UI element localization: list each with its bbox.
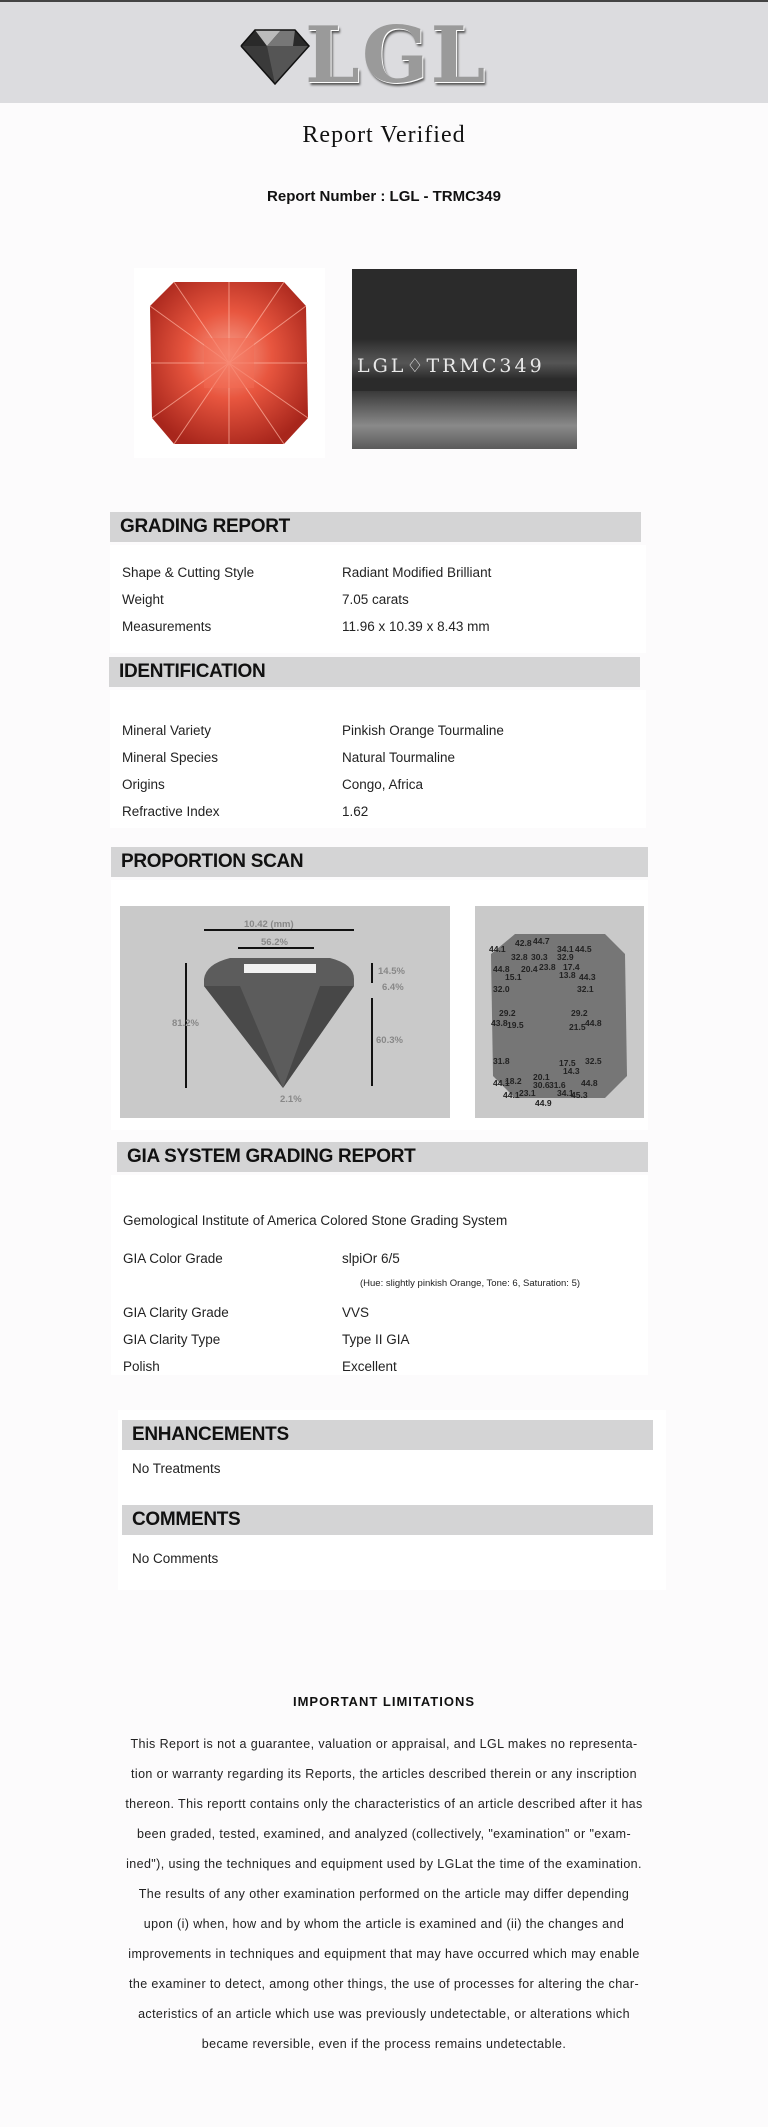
facet-value: 31.6 <box>549 1080 566 1090</box>
limitations-line: improvements in techniques and equipment that may have occurred which may enable <box>128 1947 640 1961</box>
facet-value: 32.1 <box>577 984 594 994</box>
facet-value: 44.8 <box>581 1078 598 1088</box>
shape-value: Radiant Modified Brilliant <box>342 565 492 580</box>
facet-value: 32.8 <box>511 952 528 962</box>
limitations-line: upon (i) when, how and by whom the article is examined and (ii) the changes and <box>143 1917 625 1931</box>
limitations-line: tion or warranty regarding its Reports, the articles described therein or any inscription <box>131 1767 637 1781</box>
refractive-index-value: 1.62 <box>342 804 369 819</box>
identification-panel <box>110 690 646 828</box>
facet-value: 30.3 <box>531 952 548 962</box>
facet-value: 13.8 <box>559 970 576 980</box>
facet-value: 15.1 <box>505 972 522 982</box>
facet-value: 44.5 <box>575 944 592 954</box>
facet-value: 45.3 <box>571 1090 588 1100</box>
laser-inscription-photo <box>352 269 577 449</box>
facet-value: 44.1 <box>493 1078 510 1088</box>
origins-label: Origins <box>122 777 165 792</box>
facet-value: 29.2 <box>499 1008 516 1018</box>
comments-heading: COMMENTS <box>122 1505 653 1535</box>
polish-label: Polish <box>123 1359 160 1374</box>
shape-label: Shape & Cutting Style <box>122 565 255 580</box>
crown-pct: 14.5% <box>378 966 405 977</box>
refractive-index-label: Refractive Index <box>122 804 220 819</box>
grading-report-panel <box>110 545 646 653</box>
grading-report-heading: GRADING REPORT <box>110 512 641 542</box>
facet-value: 43.8 <box>491 1018 508 1028</box>
facet-value: 34.1 <box>557 1088 574 1098</box>
mineral-variety-value: Pinkish Orange Tourmaline <box>342 723 504 738</box>
crown2-pct: 6.4% <box>382 982 404 993</box>
culet-pct: 2.1% <box>280 1094 302 1105</box>
limitations-line: been graded, tested, examined, and analyzed (collectively, "examination" or "exam- <box>136 1827 632 1841</box>
limitations-line: thereon. This reportt contains only the characteristics of an article described after it has <box>125 1797 643 1811</box>
facet-value: 44.1 <box>489 944 506 954</box>
gia-report-heading: GIA SYSTEM GRADING REPORT <box>117 1142 648 1172</box>
clarity-grade-value: VVS <box>342 1305 370 1320</box>
report-number: Report Number : LGL - TRMC349 <box>267 188 501 205</box>
gemstone-photo <box>134 268 325 458</box>
clarity-grade-label: GIA Clarity Grade <box>123 1305 229 1320</box>
limitations-line: The results of any other examination performed on the article may differ depending <box>138 1887 630 1901</box>
facet-value: 18.2 <box>505 1076 522 1086</box>
facet-value: 44.3 <box>579 972 596 982</box>
measurements-label: Measurements <box>122 619 212 634</box>
facet-value: 32.0 <box>493 984 510 994</box>
header-banner <box>0 2 768 103</box>
facet-value: 34.1 <box>557 944 574 954</box>
enhancements-heading: ENHANCEMENTS <box>122 1420 653 1450</box>
clarity-type-label: GIA Clarity Type <box>123 1332 221 1347</box>
gia-intro: Gemological Institute of America Colored Stone Grading System <box>123 1213 508 1228</box>
logo-text: LGL <box>305 10 488 101</box>
facet-value: 32.5 <box>585 1056 602 1066</box>
comments-text: No Comments <box>132 1551 219 1566</box>
proportion-scan-heading: PROPORTION SCAN <box>111 847 648 877</box>
facet-value: 23.8 <box>539 962 556 972</box>
page-title: Report Verified <box>302 122 466 148</box>
identification-heading: IDENTIFICATION <box>109 657 640 687</box>
facet-value: 14.3 <box>563 1066 580 1076</box>
pavilion-pct: 60.3% <box>376 1035 403 1046</box>
facet-value: 19.5 <box>507 1020 524 1030</box>
polish-value: Excellent <box>342 1359 397 1374</box>
gia-color-label: GIA Color Grade <box>123 1251 223 1266</box>
limitations-line: ined"), using the techniques and equipment used by LGLat the time of the examination. <box>126 1857 642 1871</box>
facet-value: 29.2 <box>571 1008 588 1018</box>
enhancements-text: No Treatments <box>132 1461 221 1476</box>
limitations-line: This Report is not a guarantee, valuation or appraisal, and LGL makes no representa- <box>130 1737 638 1751</box>
facet-value: 44.8 <box>493 964 510 974</box>
mineral-species-value: Natural Tourmaline <box>342 750 456 765</box>
facet-value: 44.9 <box>535 1098 552 1108</box>
facet-value: 20.1 <box>533 1072 550 1082</box>
lgl-logo[interactable] <box>233 10 493 101</box>
facet-value: 42.8 <box>515 938 532 948</box>
gia-report-panel <box>111 1175 648 1375</box>
limitations-heading: IMPORTANT LIMITATIONS <box>292 1694 476 1709</box>
facet-value: 44.7 <box>533 936 550 946</box>
facet-value: 17.5 <box>559 1058 576 1068</box>
gia-color-note: (Hue: slightly pinkish Orange, Tone: 6, Saturation: 5) <box>360 1278 581 1289</box>
limitations-line: became reversible, even if the process remains undetectable. <box>201 2037 567 2051</box>
diamond-logo-icon <box>233 24 313 90</box>
measurements-value: 11.96 x 10.39 x 8.43 mm <box>342 619 490 634</box>
mineral-species-label: Mineral Species <box>122 750 219 765</box>
side-profile-diagram <box>120 906 450 1118</box>
facet-value: 44.1 <box>503 1090 520 1100</box>
clarity-type-value: Type II GIA <box>342 1332 410 1347</box>
facet-value: 30.6 <box>533 1080 550 1090</box>
facet-value: 32.9 <box>557 952 574 962</box>
gia-color-value: slpiOr 6/5 <box>342 1251 400 1266</box>
weight-label: Weight <box>122 592 164 607</box>
limitations-line: acteristics of an article which use was previously undetectable, or alterations which <box>138 2007 630 2021</box>
width-label: 10.42 (mm) <box>244 919 294 930</box>
limitations-line: the examiner to detect, among other things, the use of processes for altering the char- <box>128 1977 640 1991</box>
origins-value: Congo, Africa <box>342 777 424 792</box>
facet-value: 21.5 <box>569 1022 586 1032</box>
facet-value: 20.4 <box>521 964 538 974</box>
facet-value: 31.8 <box>493 1056 510 1066</box>
depth-pct: 81.2% <box>172 1018 199 1029</box>
weight-value: 7.05 carats <box>342 592 409 607</box>
top-view-diagram <box>475 906 644 1118</box>
table-pct: 56.2% <box>261 937 288 948</box>
facet-value: 23.1 <box>519 1088 536 1098</box>
facet-value: 17.4 <box>563 962 580 972</box>
facet-value: 44.8 <box>585 1018 602 1028</box>
mineral-variety-label: Mineral Variety <box>122 723 212 738</box>
inscription-text: LGL♢TRMC349 <box>357 355 545 377</box>
